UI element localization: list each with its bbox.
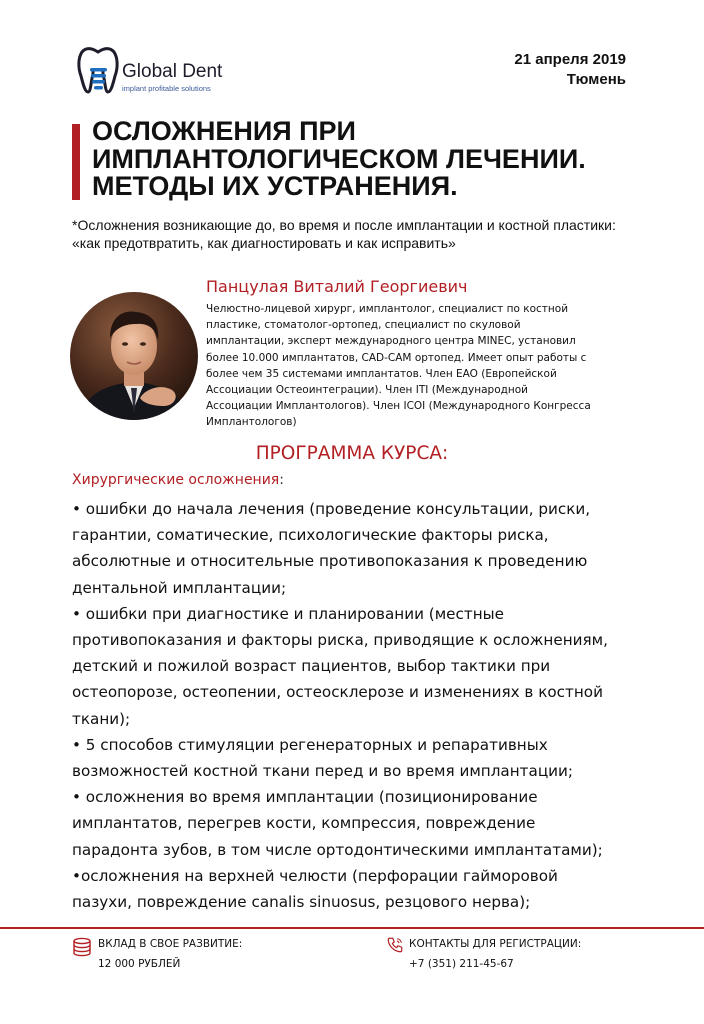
title-line: ИМПЛАНТОЛОГИЧЕСКОМ ЛЕЧЕНИИ. xyxy=(92,143,586,174)
program-line: противопоказания и факторы риска, приводящие к осложнениям, xyxy=(72,631,608,650)
speaker-bio-line: более чем 35 системами имплантатов. Член EAO (Европейской xyxy=(206,367,557,380)
program-heading: ПРОГРАММА КУРСА: xyxy=(255,443,449,464)
speaker-bio-line: Ассоциации Остеоинтеграции). Член ITI (Международной xyxy=(206,384,529,397)
brand-tagline: implant profitable solutions xyxy=(122,84,211,93)
speaker-bio-line: Челюстно-лицевой хирург, имплантолог, специалист по костной xyxy=(206,303,569,315)
program-line: • ошибки при диагностике и планировании (местные xyxy=(72,604,504,623)
section-heading xyxy=(72,472,284,488)
program-line: абсолютные и относительные противопоказания к проведению xyxy=(72,552,588,571)
coins-icon xyxy=(72,937,92,959)
speaker-bio xyxy=(206,301,636,431)
program-line: • ошибки до начала лечения (проведение консультации, риски, xyxy=(72,500,591,518)
brand-name: Global Dent xyxy=(122,61,223,82)
program-list xyxy=(72,496,672,915)
subtitle xyxy=(72,216,672,252)
brand-logo xyxy=(76,44,246,100)
program-line: пазухи, повреждение canalis sinuosus, резцового нерва); xyxy=(72,893,531,912)
program-line: • 5 способов стимуляции регенераторных и репаративных xyxy=(72,735,548,754)
event-date-location xyxy=(514,50,626,90)
subtitle-line: «как предотвратить, как диагностировать и как исправить» xyxy=(72,235,456,251)
footer-divider xyxy=(0,927,704,929)
fee-value: 12 000 РУБЛЕЙ xyxy=(98,958,181,970)
program-line: парадонта зубов, в том числе ортодонтическими имплантатами); xyxy=(72,840,603,859)
subtitle-line: *Осложнения возникающие до, во время и после имплантации и костной пластики: xyxy=(72,217,616,233)
tooth-implant-logo-icon xyxy=(76,44,120,96)
phone-icon xyxy=(386,936,404,954)
title-accent-bar xyxy=(72,124,80,200)
speaker-bio-line: Имплантологов) xyxy=(206,416,297,429)
speaker-photo xyxy=(70,292,198,420)
program-line: дентальной имплантации; xyxy=(72,578,287,597)
page-title xyxy=(92,118,692,201)
program-line: ткани); xyxy=(72,709,131,728)
program-line: детский и пожилой возраст пациентов, выбор тактики при xyxy=(72,657,551,676)
contact-phone[interactable]: +7 (351) 211-45-67 xyxy=(409,958,514,970)
speaker-bio-line: пластике, стоматолог-ортопед, специалист по скуловой xyxy=(206,319,521,332)
title-line: ОСЛОЖНЕНИЯ ПРИ xyxy=(92,116,356,146)
speaker-bio-line: более 10.000 имплантатов, CAD-CAM ортопед. Имеет опыт работы с xyxy=(206,351,587,364)
title-line: МЕТОДЫ ИХ УСТРАНЕНИЯ. xyxy=(92,171,458,201)
program-line: •осложнения на верхней челюсти (перфорации гайморовой xyxy=(72,866,558,885)
program-line: • осложнения во время имплантации (позиционирование xyxy=(72,788,538,807)
program-line: имплантатов, перегрев кости, компрессия, повреждение xyxy=(72,814,536,833)
section-colon: : xyxy=(279,472,284,488)
contact-label: КОНТАКТЫ ДЛЯ РЕГИСТРАЦИИ: xyxy=(409,938,582,950)
program-line: возможностей костной ткани перед и во время имплантации; xyxy=(72,762,574,781)
event-date: 21 апреля 2019 xyxy=(514,51,626,68)
event-city: Тюмень xyxy=(566,71,626,88)
speaker-bio-line: имплантации, эксперт международного центра MINEC, установил xyxy=(206,335,576,348)
program-line: гарантии, соматические, психологические факторы риска, xyxy=(72,526,549,545)
section-title: Хирургические осложнения xyxy=(72,472,280,488)
speaker-name: Панцулая Виталий Георгиевич xyxy=(206,277,468,296)
fee-label: ВКЛАД В СВОЕ РАЗВИТИЕ: xyxy=(98,938,243,950)
program-line: остеопорозе, остеопении, остеосклерозе и изменениях в костной xyxy=(72,683,603,702)
speaker-bio-line: Ассоциации Имплантологов). Член ICOI (Международного Конгресса xyxy=(206,400,591,413)
